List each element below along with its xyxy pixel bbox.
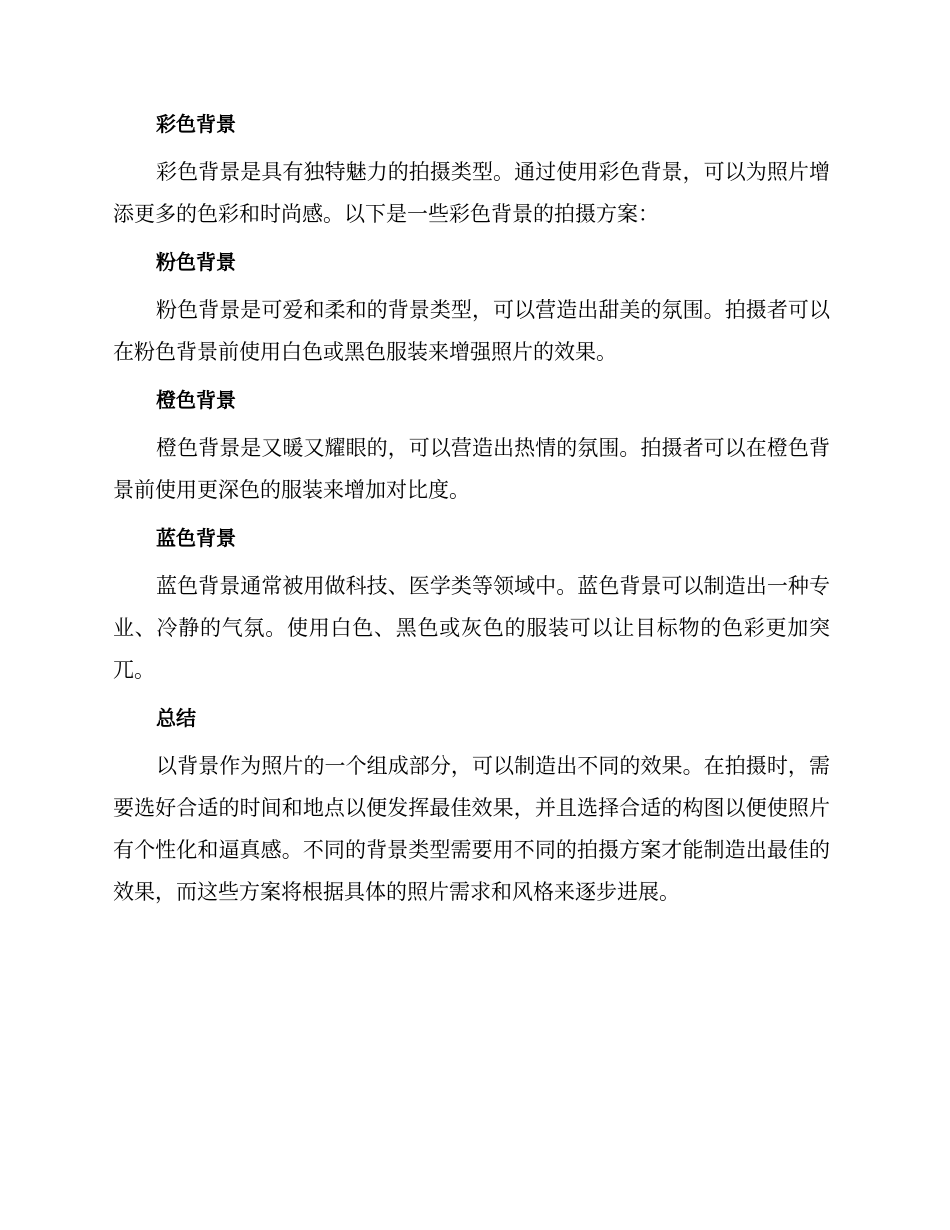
- section-heading-colored-background: 彩色背景: [156, 112, 236, 136]
- document-page: [113, 103, 830, 919]
- section-heading-orange-background: 橙色背景: [156, 388, 236, 412]
- section-paragraph-summary: 以背景作为照片的一个组成部分，可以制造出不同的效果。在拍摄时，需要选好合适的时间和地点以便发挥最佳效果，并且选择合适的构图以便使照片有个性化和逼真感。不同的背景类型需要用不同的拍摄方案才能制造出最佳的效果，而这些方案将根据具体的照片需求和风格来逐步进展。: [113, 754, 830, 904]
- section-heading-blue-background: 蓝色背景: [156, 526, 236, 550]
- section-paragraph-blue-background: 蓝色背景通常被用做科技、医学类等领域中。蓝色背景可以制造出一种专业、冷静的气氛。使用白色、黑色或灰色的服装可以让目标物的色彩更加突兀。: [113, 574, 830, 682]
- section-heading-summary: 总结: [156, 706, 196, 730]
- section-heading-pink-background: 粉色背景: [156, 250, 236, 274]
- section-paragraph-pink-background: 粉色背景是可爱和柔和的背景类型，可以营造出甜美的氛围。拍摄者可以在粉色背景前使用白色或黑色服装来增强照片的效果。: [113, 298, 830, 364]
- section-paragraph-orange-background: 橙色背景是又暖又耀眼的，可以营造出热情的氛围。拍摄者可以在橙色背景前使用更深色的服装来增加对比度。: [113, 436, 830, 502]
- section-paragraph-colored-background: 彩色背景是具有独特魅力的拍摄类型。通过使用彩色背景，可以为照片增添更多的色彩和时尚感。以下是一些彩色背景的拍摄方案：: [113, 160, 830, 226]
